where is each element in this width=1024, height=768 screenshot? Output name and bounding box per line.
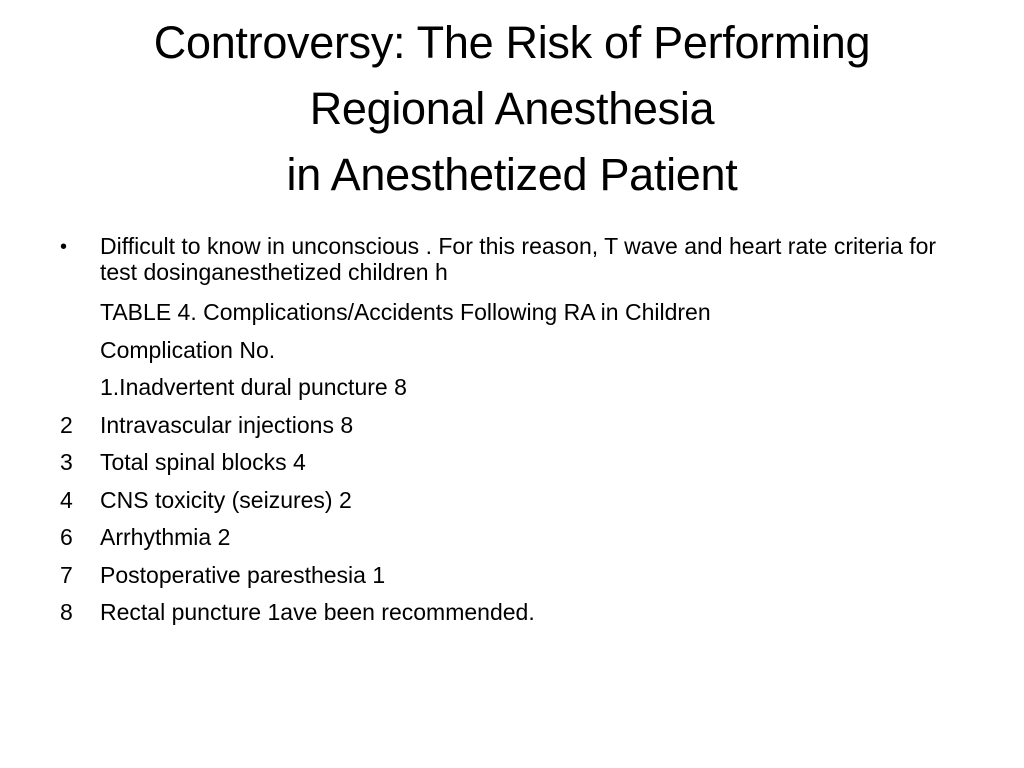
table-caption: TABLE 4. Complications/Accidents Following RA in Children — [100, 299, 711, 325]
bullet-marker: • — [60, 236, 68, 258]
slide-body — [58, 233, 968, 636]
title-line-3: in Anesthetized Patient — [286, 149, 738, 200]
list-item — [58, 448, 968, 476]
bullet-item — [58, 233, 968, 285]
list-text: Arrhythmia 2 — [100, 524, 231, 550]
list-item — [58, 411, 968, 439]
list-marker: 3 — [60, 449, 73, 475]
list-item — [58, 523, 968, 551]
bullet-text: Difficult to know in unconscious . For this reason, T wave and heart rate criteria for test dosinganesthetized children h — [100, 233, 937, 285]
title-line-2: Regional Anesthesia — [309, 83, 715, 134]
list-text: Intravascular injections 8 — [100, 411, 354, 438]
table-header: Complication No. — [100, 336, 276, 363]
slide-title — [50, 10, 974, 208]
list-marker: 6 — [60, 524, 73, 550]
list-item — [58, 298, 968, 326]
list-marker: 7 — [60, 561, 73, 588]
list-item — [58, 598, 968, 626]
list-item — [58, 336, 968, 364]
list-item — [58, 373, 968, 401]
list-text: 1.Inadvertent dural puncture 8 — [100, 374, 407, 400]
list-text: Postoperative paresthesia 1 — [100, 561, 386, 588]
list-text: Total spinal blocks 4 — [100, 449, 306, 475]
list-text: Rectal puncture 1ave been recommended. — [100, 599, 535, 625]
list-marker: 4 — [60, 486, 73, 513]
list-item — [58, 561, 968, 589]
title-line-1: Controversy: The Risk of Performing — [153, 17, 871, 68]
list-marker: 8 — [60, 599, 73, 625]
list-item — [58, 486, 968, 514]
list-marker: 2 — [60, 411, 73, 438]
list-text: CNS toxicity (seizures) 2 — [100, 486, 352, 513]
